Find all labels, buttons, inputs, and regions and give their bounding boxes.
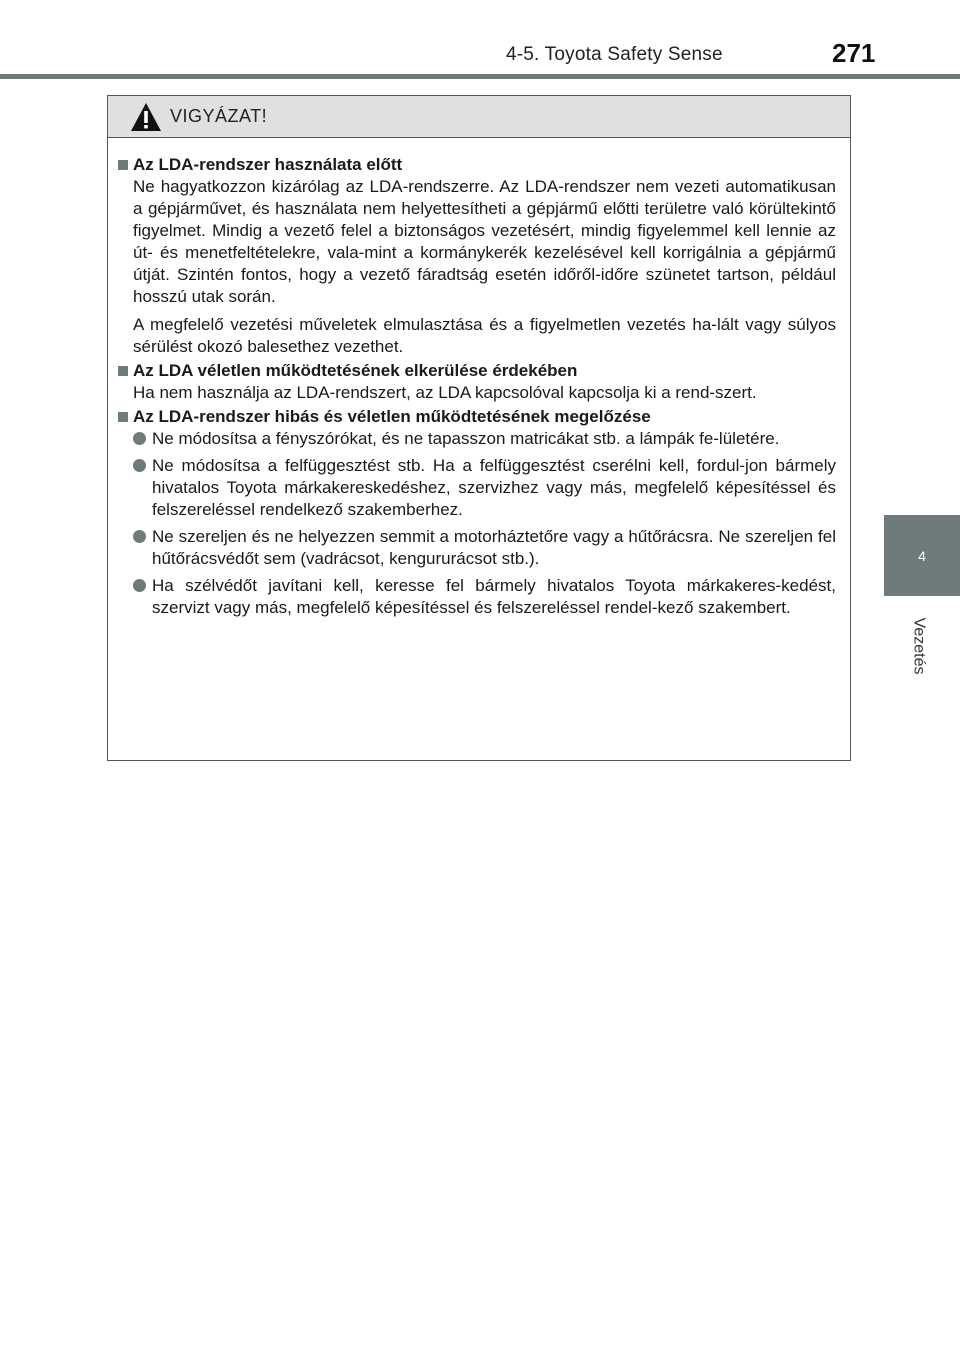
list-item — [118, 428, 840, 450]
list-item-text: Ne szereljen és ne helyezzen semmit a motorháztetőre vagy a hűtőrácsra. Ne szereljen fel hűtőrácsvédőt sem (vadrácsot, kengururácsot stb.). — [152, 527, 836, 568]
chapter-label-text: Vezetés — [910, 617, 927, 675]
chapter-tab[interactable] — [884, 515, 960, 596]
warning-section — [118, 154, 840, 358]
list-item-text: Ha szélvédőt javítani kell, keresse fel bármely hivatalos Toyota márkakeres-kedést, szervizt vagy más, megfelelő képesítéssel és felszereléssel rendel-kező szakembert. — [152, 576, 836, 617]
chapter-label — [898, 610, 938, 682]
warning-triangle-icon — [130, 102, 162, 132]
section-heading — [118, 406, 840, 428]
warning-header — [108, 96, 850, 138]
warning-box — [107, 95, 851, 761]
list-item-text: Ne módosítsa a fényszórókat, és ne tapasszon matricákat stb. a lámpák fe-lületére. — [152, 429, 780, 448]
list-item — [118, 455, 840, 521]
paragraph: A megfelelő vezetési műveletek elmulasztása és a figyelmetlen vezetés ha-lált vagy súlyos sérülést okozó balesethez vezethet. — [133, 315, 836, 356]
round-bullet-icon — [133, 459, 146, 472]
section-heading — [118, 154, 840, 176]
paragraph: Ne hagyatkozzon kizárólag az LDA-rendszerre. Az LDA-rendszer nem vezeti automatikusan a gépjárművet, és használata nem helyettesítheti a gépjármű előtti területre való körültekintő figyelmet. Mindig a vezető felel a biztonságos vezetésért, mindig figyelemmel kell lennie az út- és menetfeltételekre, vala-mint a kormánykerék kezelésével kell korrigálnia a gépjármű útját. Szintén fontos, hogy a vezető fáradtság esetén időről-időre szünetet tartson, például hosszú utak során. — [133, 177, 836, 306]
warning-section — [118, 360, 840, 404]
list-item — [118, 526, 840, 570]
list-item — [118, 575, 840, 619]
chapter-number: 4 — [918, 547, 926, 564]
paragraph: Ha nem használja az LDA-rendszert, az LDA kapcsolóval kapcsolja ki a rend-szert. — [133, 383, 757, 402]
section-heading — [118, 360, 840, 382]
list-item-text: Ne módosítsa a felfüggesztést stb. Ha a felfüggesztést cserélni kell, fordul-jon bármely hivatalos Toyota márkakereskedéshez, szervizhez vagy más, megfelelő képesítéssel és felszereléssel rendelkező szakemberhez. — [152, 456, 836, 519]
square-bullet-icon — [118, 160, 128, 170]
section-heading-text: Az LDA véletlen működtetésének elkerülése érdekében — [133, 361, 578, 380]
round-bullet-icon — [133, 530, 146, 543]
page-number: 271 — [832, 38, 876, 68]
section-heading-text: Az LDA-rendszer hibás és véletlen működtetésének megelőzése — [133, 407, 651, 426]
square-bullet-icon — [118, 366, 128, 376]
header-rule — [0, 74, 960, 79]
running-header-section: 4-5. Toyota Safety Sense — [506, 44, 723, 65]
section-heading-text: Az LDA-rendszer használata előtt — [133, 155, 403, 174]
warning-body — [108, 138, 850, 619]
warning-section — [118, 406, 840, 619]
round-bullet-icon — [133, 579, 146, 592]
square-bullet-icon — [118, 412, 128, 422]
warning-title: VIGYÁZAT! — [170, 106, 268, 126]
round-bullet-icon — [133, 432, 146, 445]
